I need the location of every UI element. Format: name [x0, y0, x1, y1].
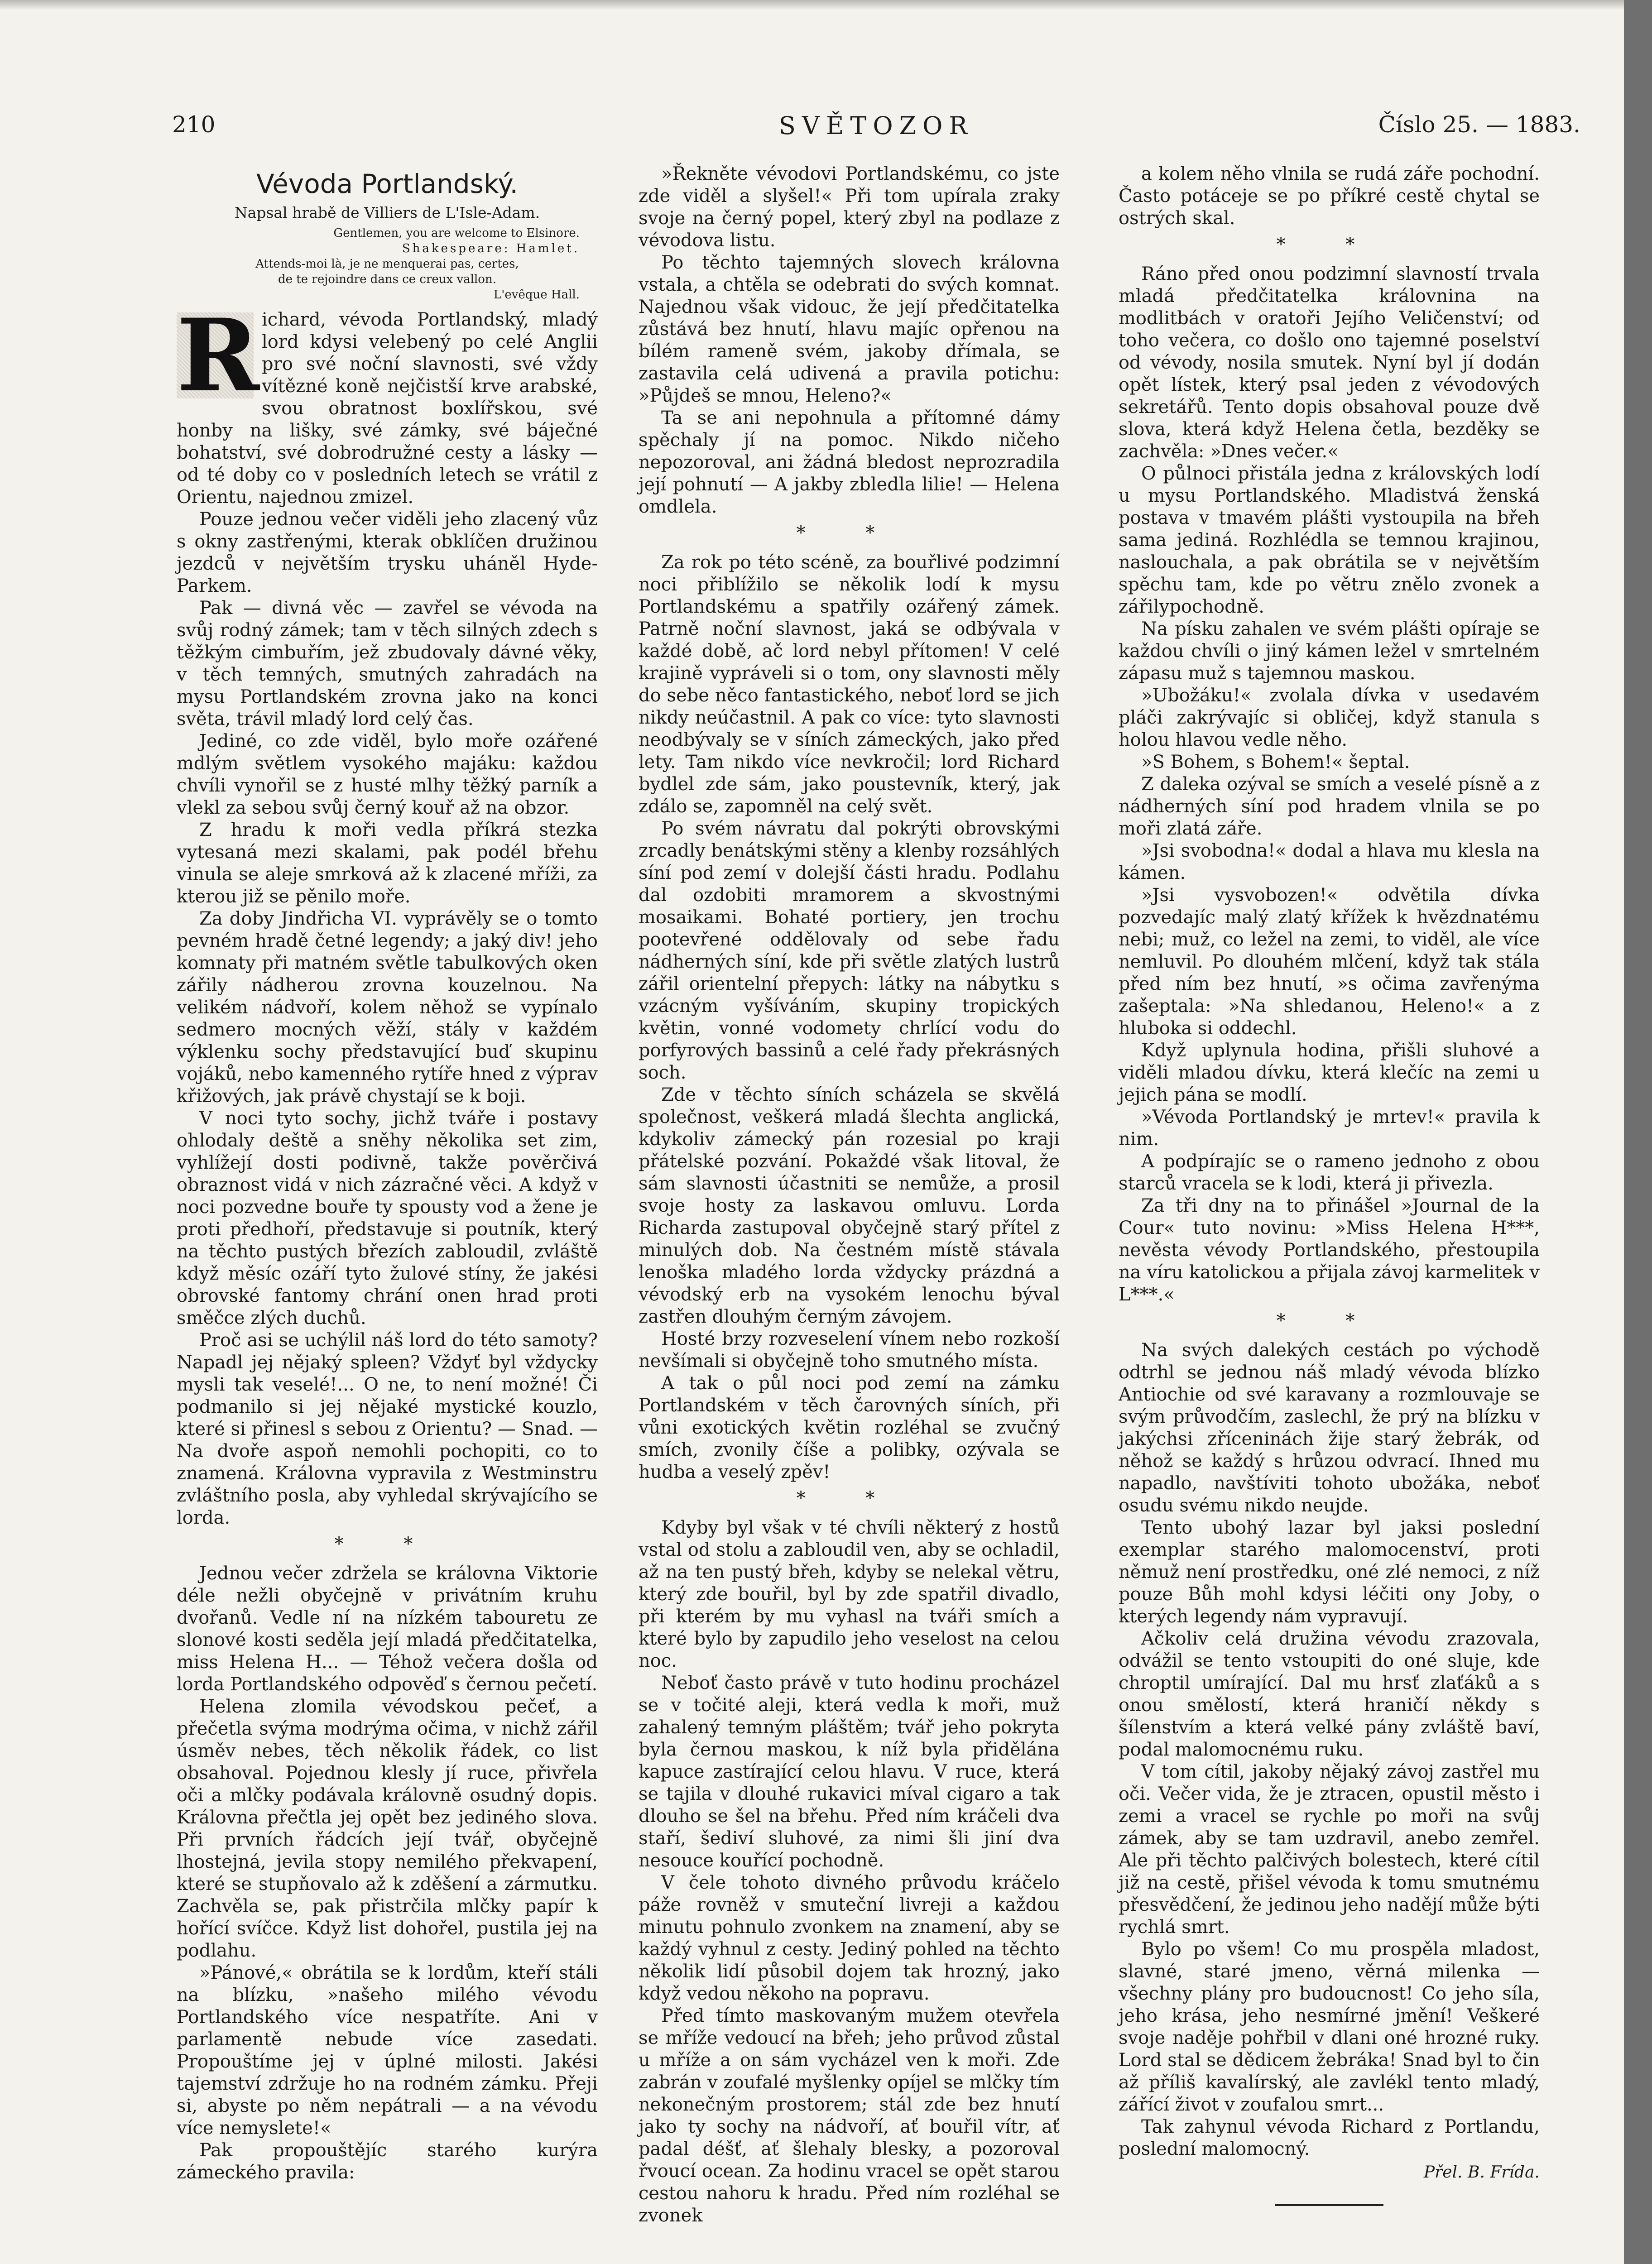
article-paragraph: »Jsi vysvobozen!« odvětila dívka pozvedajíc malý zlatý křížek k hvězdnatému nebi; muž, co ležel na zemi, to viděl, ale více nemluvil. Po dlouhém mlčení, když tak stála před ním bez hnutí, »s očima zavřenýma zašeptala: »Na shledanou, Heleno!« a z hluboka si oddechl.: [1119, 885, 1540, 1039]
section-separator: * *: [334, 1534, 440, 1554]
article-paragraph: Bylo po všem! Co mu prospěla mladost, slavné, staré jmeno, věrná milenka — všechny plány pro budoucnost! Co jeho síla, jeho krása, jeho nesmírné jmění! Veškeré svoje naděje pohřbil v dlani oné hrozné ruky. Lord stal se dědicem žebráka! Snad byl to čin až příliš kavalírský, ale zavlékl tento mladý, zářící život v zoufalou smrt...: [1119, 1939, 1540, 2115]
article-paragraph: Neboť často právě v tuto hodinu procházel se v točité aleji, která vedla k moři, muž zahalený temným pláštěm; tvář jeho pokryta byla černou maskou, k níž byla přidělána kapuce zastírající celou hlavu. V ruce, která se tajila v dlouhé rukavici míval cigaro a tak dlouho se šel na břehu. Před ním kráčeli dva staří, šediví sluhové, za nimi šli jiní dva nesouce kouřící pochodně.: [639, 1673, 1060, 1871]
scan-right-edge: [1624, 0, 1652, 2264]
epigraph-line: Attends-moi là, je ne menquerai pas, certes,: [255, 257, 519, 271]
article-paragraph: Tak zahynul vévoda Richard z Portlandu, poslední malomocný.: [1119, 2116, 1540, 2159]
article-paragraph: Po svém návratu dal pokrýti obrovskými zrcadly benátskými stěny a klenby rozsáhlých síní pod zemí v dolejší části hradu. Podlahu dal ozdobiti mramorem a skvostnými mosaikami. Bohaté portiery, jen trochu pootevřené oddělovaly od sebe řadu nádherných síní, kde při světle zlatých lustrů zářil orientelní přepych: látky na nábytku s vzácným vyšíváním, skupiny tropických květin, vonné vodomety chrlící vodu do porfyrových bassinů a celé řady překrásných soch.: [639, 818, 1060, 1083]
article-paragraph: Po těchto tajemných slovech královna vstala, a chtěla se odebrati do svých komnat. Najednou však vidouc, že její předčitatelka zůstává bez hnutí, hlavu majíc opřenou na bílém rameně svém, jakoby dřímala, se zastavila celá udivená a pravila potichu: »Půjdeš se mnou, Heleno?«: [639, 252, 1060, 406]
article-paragraph: Zde v těchto síních scházela se skvělá společnost, veškerá mladá šlechta anglická, kdykoliv zámecký pán rozesial po kraji přátelské pozvání. Pokaždé však litoval, že sám slavnosti účastniti se nemůže, a prosil svoje hosty za laskavou omluvu. Lorda Richarda zastupoval obyčejně starý přítel z minulých dob. Na čestném místě stávala lenoška mladého lorda vždycky prázdná a vévodský erb na vysokém lenochu býval zastřen dlouhým černým závojem.: [639, 1084, 1060, 1327]
article-paragraph: Pouze jednou večer viděli jeho zlacený vůz s okny zastřenými, kterak obklíčen družinou jezdců v největším trysku uháněl Hyde-Parkem.: [177, 509, 598, 596]
article-paragraph: ichard, vévoda Portlandský, mladý lord kdysi velebený po celé Anglii pro své noční slavnosti, své vždy vítězné koně nejčistší krve arabské, svou obratnost boxlířskou, své honby na lišky, své zámky, své báječné bohatství, své dobrodružné cesty a lásky — od té doby co v posledních letech se vrátil z Orientu, najednou zmizel.: [177, 309, 598, 508]
article-paragraph: Tento ubohý lazar byl jaksi poslední exemplar starého malomocenství, proti němuž není prostředku, oné zlé nemoci, z níž pouze Bůh mohl kdysi léčiti ony Joby, o kterých legendy nám vypravují.: [1119, 1517, 1540, 1627]
page-number: 210: [172, 111, 216, 138]
article-paragraph: Proč asi se uchýlil náš lord do této samoty? Napadl jej nějaký spleen? Vždyť byl vždycky mysli tak veselé!... O ne, to není možné! Či podmanilo si jej nějaké mystické kouzlo, které si přinesl s sebou z Orientu? — Snad. — Na dvoře aspoň nemohli pochopiti, co to znamená. Královna vypravila z Westminstru zvláštního posla, aby vyhledal skrývajícího se lorda.: [177, 1330, 598, 1528]
issue-number: Číslo 25. — 1883.: [1378, 111, 1580, 138]
article-paragraph: »Řekněte vévodovi Portlandskému, co jste zde viděl a slyšel!« Při tom upírala zraky svoje na černý popel, který zbyl na podlaze z vévodova listu.: [639, 163, 1060, 251]
article-paragraph: »Vévoda Portlandský je mrtev!« pravila k nim.: [1119, 1107, 1540, 1150]
scan-top-edge: [0, 0, 1652, 10]
article-paragraph: a kolem něho vlnila se rudá záře pochodní. Často potáceje se po příkré cestě chytal se ostrých skal.: [1119, 163, 1540, 229]
epigraph-attribution: Shakespeare: Hamlet.: [402, 242, 580, 255]
drop-cap-letter: R: [177, 297, 259, 414]
epigraph-attribution: L'evêque Hall.: [494, 288, 580, 302]
article-paragraph: Jediné, co zde viděl, bylo moře ozářené mdlým světlem vysokého majáku: každou chvíli vynořil se z husté mlhy těžký parník a vlekl za sebou svůj černý kouř až na obzor.: [177, 731, 598, 818]
article-paragraph: Kdyby byl však v té chvíli některý z hostů vstal od stolu a zabloudil ven, aby se ochladil, až na ten pustý břeh, kdyby se nelekal větru, který zde bouřil, byl by zde spatřil divadlo, při kterém by mu vyhasl na tváři smích a které bylo by zapudilo jeho veselost na celou noc.: [639, 1517, 1060, 1671]
article-paragraph: »Pánové,« obrátila se k lordům, kteří stáli na blízku, »našeho milého vévodu Portlandského více nespatříte. Ani v parlamentě nebude více zasedati. Propouštíme jej v úplné milosti. Jakési tajemství zdržuje ho na rodném zámku. Přeji si, abyste po něm nepátrali — a na vévodu více nemyslete!«: [177, 1962, 598, 2139]
section-separator: * *: [796, 523, 902, 543]
end-rule: [1275, 2204, 1383, 2206]
translator-signature: Přel. B. Frída.: [1423, 2163, 1540, 2182]
article-paragraph: »Ubožáku!« zvolala dívka v usedavém pláči zakrývajíc si obličej, když stanula s holou hlavou vedle něho.: [1119, 685, 1540, 750]
article-paragraph: Helena zlomila vévodskou pečeť, a přečetla svýma modrýma očima, v nichž zářil úsměv nebes, těch několik řádek, co list obsahoval. Pojednou klesly jí ruce, přivřela oči a mlčky podávala královně osudný dopis. Královna přečtla jej opět bez jediného slova. Při prvních řádcích její tvář, obyčejně lhostejná, jevila stopy nemilého překvapení, které se stupňovalo až k zděšení a zármutku. Zachvěla se, pak přistrčila mlčky papír k hořící svíčce. Když list dohořel, pustila jej na podlahu.: [177, 1696, 598, 1961]
article-paragraph: V čele tohoto divného průvodu kráčelo páže rovněž v smuteční livreji a každou minutu pohnulo zvonkem na znamení, aby se každý vyhnul z cesty. Jediný pohled na těchto několik lidí působil dojem tak hrozný, jako když vedou někoho na popravu.: [639, 1872, 1060, 2004]
section-separator: * *: [796, 1488, 902, 1509]
section-separator: * *: [1276, 234, 1382, 255]
article-paragraph: Na svých dalekých cestách po východě odtrhl se jednou náš mladý vévoda blízko Antiochie od své karavany a rozmlouvaje se svým průvodčím, zaslechl, že prý na blízku v jakýchsi zříceninách žije starý žebrák, od něhož se každý s hrůzou odvrací. Ihned mu napadlo, navštíviti tohoto ubožáka, neboť osudu svému nikdo neujde.: [1119, 1340, 1540, 1516]
article-paragraph: V noci tyto sochy, jichž tváře i postavy ohlodaly deště a sněhy několika set zim, vyhlížejí dosti podivně, takže pověrčivá obraznost vidá v nich zázračné věci. A když v noci pozvedne bouře ty spousty vod a žene je proti předhoří, představuje si poutník, který na těchto pustých březích zabloudil, zvláště když měsíc ozáří tyto žulové stíny, že jakési obrovské fantomy chrání onen hrad proti směčce zlých duchů.: [177, 1108, 598, 1329]
article-paragraph: Za doby Jindřicha VI. vyprávěly se o tomto pevném hradě četné legendy; a jaký div! jeho komnaty při matném světle tabulkových oken zářily nádherou zrovna kouzelnou. Na velikém nádvoří, kolem něhož se vypínalo sedmero mocných věží, stály v každém výklenku sochy představující buď skupinu vojáků, nebo kamenného rytíře hned z výprav křižových, jak právě chystají se k boji.: [177, 908, 598, 1107]
article-paragraph: »Jsi svobodna!« dodal a hlava mu klesla na kámen.: [1119, 840, 1540, 883]
article-paragraph: A tak o půl noci pod zemí na zámku Portlandském v těch čarovných síních, při vůni exotických květin rozléhal se zvučný smích, zvonily číše a polibky, ozývala se hudba a veselý zpěv!: [639, 1373, 1060, 1482]
text-column-3: [1119, 163, 1540, 2206]
article-paragraph: Z daleka ozýval se smích a veselé písně a z nádherných síní pod hradem vlnila se po moři zlatá záře.: [1119, 774, 1540, 839]
article-paragraph: Ta se ani nepohnula a přítomné dámy spěchaly jí na pomoc. Nikdo ničeho nepozoroval, ani žádná bledost neprozradila její pohnutí — A jakby zbledla lilie! — Helena omdlela.: [639, 408, 1060, 517]
article-paragraph: Když uplynula hodina, přišli sluhové a viděli mladou dívku, která klečíc na zemi u jejich pána se modlí.: [1119, 1040, 1540, 1105]
article-paragraph: »S Bohem, s Bohem!« šeptal.: [1141, 752, 1410, 772]
magazine-title: SVĚTOZOR: [778, 111, 974, 140]
article-paragraph: O půlnoci přistála jedna z královských lodí u mysu Portlandského. Mladistvá ženská postava v tmavém plášti vystoupila na břeh sama jediná. Rozhlédla se temnou krajinou, naslouchala, a pak obrátila se v největším spěchu tam, kde po větru znělo zvonek a zářilypochodně.: [1119, 463, 1540, 617]
article-title: Vévoda Portlandský.: [256, 168, 518, 199]
article-paragraph: Ačkoliv celá družina vévodu zrazovala, odvážil se tento vstoupiti do oné sluje, kde chroptil umírající. Dal mu hrsť zlaťáků a s onou smělostí, která hraničí někdy s šílenstvím a která velké pány zvláště baví, podal malomocnému ruku.: [1119, 1628, 1540, 1760]
article-paragraph: Hosté brzy rozveselení vínem nebo rozkoší nevšímali si obyčejně toho smutného místa.: [639, 1329, 1060, 1372]
article-paragraph: Jednou večer zdržela se královna Viktorie déle nežli obyčejně v privátním kruhu dvořanů. Vedle ní na nízkém tabouretu ze slonové kosti seděla její mladá předčitatelka, miss Helena H... — Téhož večera došla od lorda Portlandského odpověď s černou pečetí.: [177, 1563, 598, 1695]
article-paragraph: Za rok po této scéně, za bouřlivé podzimní noci přiblížilo se několik lodí k mysu Portlandskému a spatřily ozářený zámek. Patrně noční slavnost, jaká se odbývala v každé době, ač lord nebyl přítomen! V celé krajině vypráveli si o tom, ony slavnosti měly do sebe něco fantastického, neboť lord se jich nikdy neúčastnil. A pak co více: tyto slavnosti neodbývaly se v síních zámeckých, jako před lety. Tam nikdo více nevkročil; lord Richard bydlel zde sám, jako poustevník, který, jak zdálo se, zapomněl na celý svět.: [639, 552, 1060, 817]
article-paragraph: Před tímto maskovaným mužem otevřela se mříže vedoucí na břeh; jeho průvod zůstal u mříže a on sám vycházel ven k moři. Zde zabrán v zoufalé myšlenky opíjel se mlčky tím nekonečným prostorem; stál zde bez hnutí jako ty sochy na nádvoří, ať bouřil vítr, ať padal déšť, ať šlehaly blesky, a pozoroval řvoucí ocean. Za hodinu vracel se opět starou cestou nahoru k hradu. Před ním rozléhal se zvonek: [639, 2005, 1060, 2226]
text-column-2: [639, 163, 1060, 2227]
text-column-1: [177, 163, 598, 2184]
article-paragraph: V tom cítil, jakoby nějaký závoj zastřel mu oči. Večer vida, že je ztracen, opustil město i zemi a vracel se rychle po moři na svůj zámek, aby se tam uzdravil, anebo zemřel. Ale při těchto palčivých bolestech, které cítil již na cestě, přišel vévoda k tomu smutnému přesvědčení, že jedinou jeho nadějí může býti rychlá smrt.: [1119, 1761, 1540, 1938]
article-paragraph: A podpírajíc se o rameno jednoho z obou starců vracela se k lodi, která ji přivezla.: [1119, 1151, 1540, 1194]
article-paragraph: Pak — divná věc — zavřel se vévoda na svůj rodný zámek; tam v těch silných zdech s těžkým cimbuřím, jež zbudovaly dávné věky, v těch temných, smutných zahradách na mysu Portlandském zrovna jako na konci světa, trávil mladý lord celý čas.: [177, 598, 598, 729]
article-paragraph: Pak propouštějíc starého kurýra zámeckého pravila:: [177, 2140, 598, 2183]
page-header: [172, 111, 1580, 143]
article-paragraph: Ráno před onou podzimní slavností trvala mladá předčitatelka královnina na modlitbách v oratoři Jejího Veličenství; od toho večera, co došlo ono tajemné poselství od vévody, nosila smutek. Nyní byl jí dodán opět lístek, který psal jeden z vévodových sekretářů. Tento dopis obsahoval pouze dvě slova, která když Helena četla, bezděky se zachvěla: »Dnes večer.«: [1119, 264, 1540, 462]
article-paragraph: Za tři dny na to přinášel »Journal de la Cour« tuto novinu: »Miss Helena H***, nevěsta vévody Portlandského, přestoupila na víru katolickou a přijala závoj karmelitek v L***.«: [1119, 1195, 1540, 1305]
article-paragraph: Na písku zahalen ve svém plášti opíraje se každou chvíli o jiný kámen ležel v smrtelném zápasu muž s tajemnou maskou.: [1119, 619, 1540, 684]
epigraph-line: Gentlemen, you are welcome to Elsinore.: [333, 226, 580, 240]
section-separator: * *: [1276, 1310, 1382, 1331]
article-byline: Napsal hrabě de Villiers de L'Isle-Adam.: [234, 204, 540, 221]
article-paragraph: Z hradu k moři vedla příkrá stezka vytesaná mezi skalami, pak podél břehu vinula se aleje smrková až k zlacené mříži, za kterou již se pěnilo moře.: [177, 820, 598, 907]
epigraph-line: de te rejoindre dans ce creux vallon.: [278, 273, 496, 286]
